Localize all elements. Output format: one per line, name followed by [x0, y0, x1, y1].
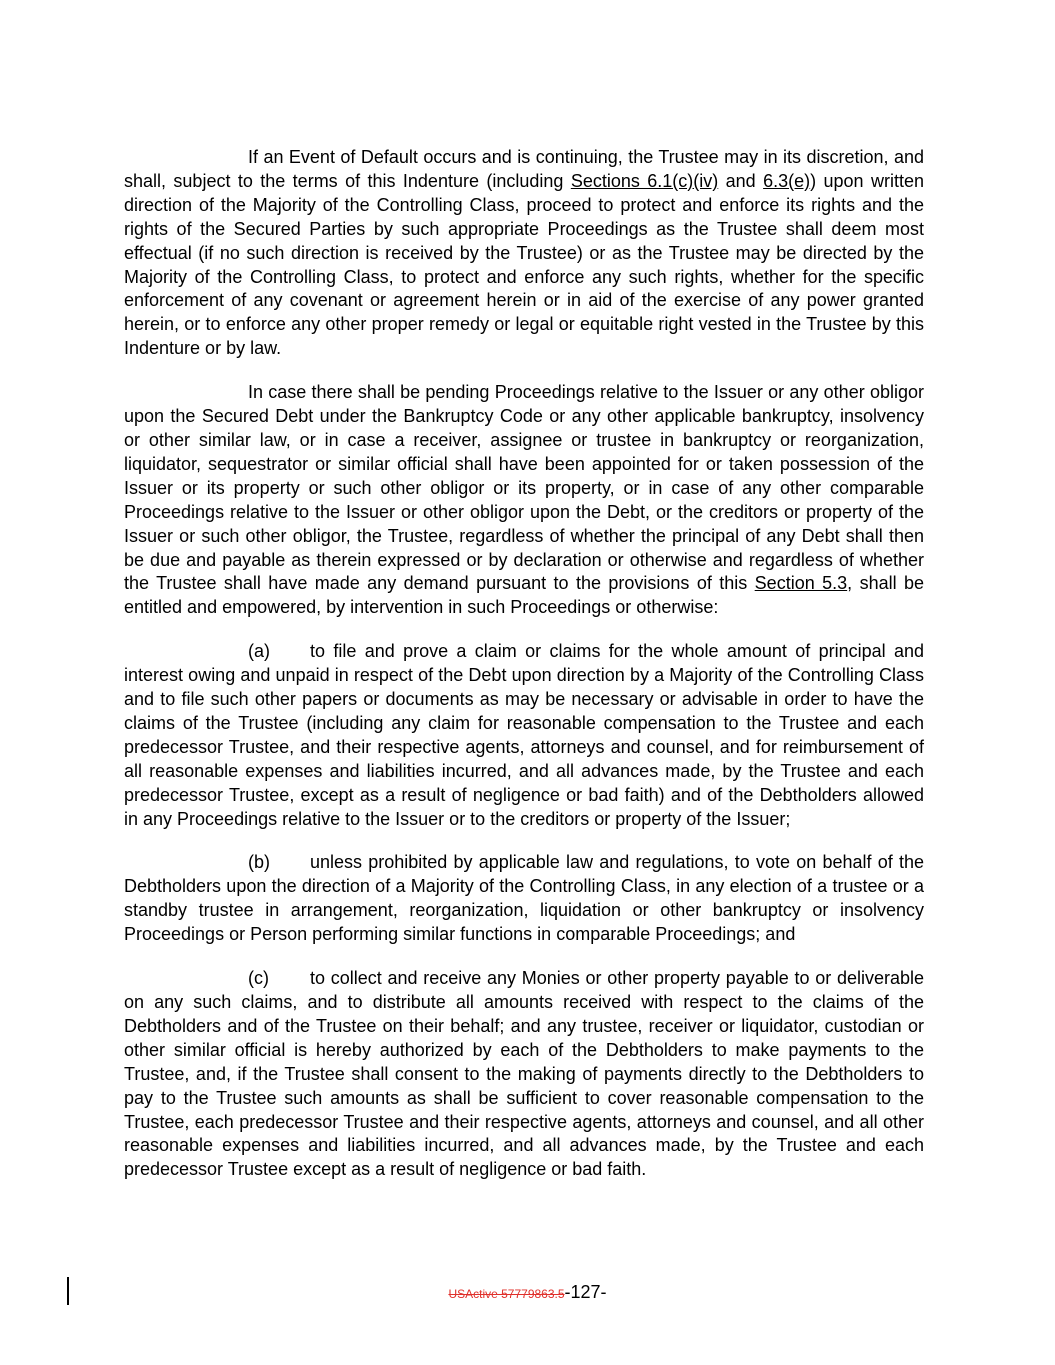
page-footer	[0, 1280, 1055, 1306]
clause-c	[124, 967, 924, 1182]
clause-text: to file and prove a claim or claims for the whole amount of principal and interest owing and unpaid in respect of the Debt upon direction by a Majority of the Controlling Class and to file such other papers or documents as may be necessary or advisable in order to have the claims of the Trustee (including any claim for reasonable compensation to the Trustee and each predecessor Trustee, and their respective agents, attorneys and counsel, and for reimbursement of all reasonable expenses and liabilities incurred, and all advances made, by the Trustee and each predecessor Trustee, except as a result of negligence or bad faith) and of the Debtholders allowed in any Proceedings relative to the Issuer or to the creditors or property of the Issuer;	[124, 641, 924, 829]
section-reference: 6.3(e)	[763, 170, 811, 191]
clause-label: (b)	[248, 852, 270, 873]
clause-b	[124, 851, 924, 947]
paragraph-text: , shall be entitled and empowered, by intervention in such Proceedings or otherwise:	[124, 573, 925, 618]
page-number: -127-	[564, 1282, 607, 1302]
clause-text: unless prohibited by applicable law and regulations, to vote on behalf of the Debtholders upon the direction of a Majority of the Controlling Class, in any election of a trustee or a standby trustee in arrangement, reorganization, liquidation or other bankruptcy or insolvency Proceedings or Person performing similar functions in comparable Proceedings; and	[124, 852, 924, 945]
document-body	[124, 146, 924, 1202]
clause-label: (c)	[248, 968, 269, 989]
paragraph-pending-proceedings	[124, 381, 924, 620]
section-reference: Section 5.3	[754, 573, 848, 594]
paragraph-text: ) upon written direction of the Majority of the Controlling Class, proceed to protect and enforce its rights and the rights of the Secured Parties by such appropriate Proceedings as the Trustee shall deem most effectual (if no such direction is received by the Trustee) or as the Trustee may be directed by the Majority of the Controlling Class, to protect and enforce any such rights, whether for the specific enforcement of any covenant or agreement herein or in aid of the exercise of any power granted herein, or to enforce any other proper remedy or legal or equitable right vested in the Trustee by this Indenture or by law.	[124, 170, 924, 359]
clause-label: (a)	[248, 641, 270, 662]
paragraph-text: If an Event of Default occurs and is continuing, the Trustee may in its discretion, and shall, subject to the terms of this Indenture (including	[124, 147, 924, 191]
document-id-deleted: USActive 57779863.5	[448, 1287, 565, 1301]
clause-a	[124, 640, 924, 831]
paragraph-event-of-default	[124, 146, 924, 361]
paragraph-text: In case there shall be pending Proceedings relative to the Issuer or any other obligor upon the Secured Debt under the Bankruptcy Code or any other applicable bankruptcy, insolvency or other similar law, or in case a receiver, assignee or trustee in bankruptcy or reorganization, liquidator, sequestrator or similar official shall have been appointed for or taken possession of the Issuer or its property or such other obligor or its property, or in case of any other comparable Proceedings relative to the Issuer or other obligor upon the Debt, or the creditors or property of the Issuer or such other obligor, the Trustee, regardless of whether the principal of any Debt shall then be due and payable as therein expressed or by declaration or otherwise and regardless of whether the Trustee shall have made any demand pursuant to the provisions of this	[124, 382, 924, 594]
clause-text: to collect and receive any Monies or other property payable to or deliverable on any such claims, and to distribute all amounts received with respect to the claims of the Debtholders and of the Trustee on their behalf; and any trustee, receiver or liquidator, custodian or other similar official is hereby authorized by each of the Debtholders to make payments to the Trustee, and, if the Trustee shall consent to the making of payments directly to the Debtholders to pay to the Trustee such amounts as shall be sufficient to cover reasonable compensation to the Trustee, each predecessor Trustee and their respective agents, attorneys and counsel, and all other reasonable expenses and liabilities incurred, and all advances made, by the Trustee and each predecessor Trustee except as a result of negligence or bad faith.	[124, 968, 924, 1180]
section-reference: Sections 6.1(c)(iv)	[570, 170, 719, 191]
paragraph-text: and	[718, 170, 764, 191]
